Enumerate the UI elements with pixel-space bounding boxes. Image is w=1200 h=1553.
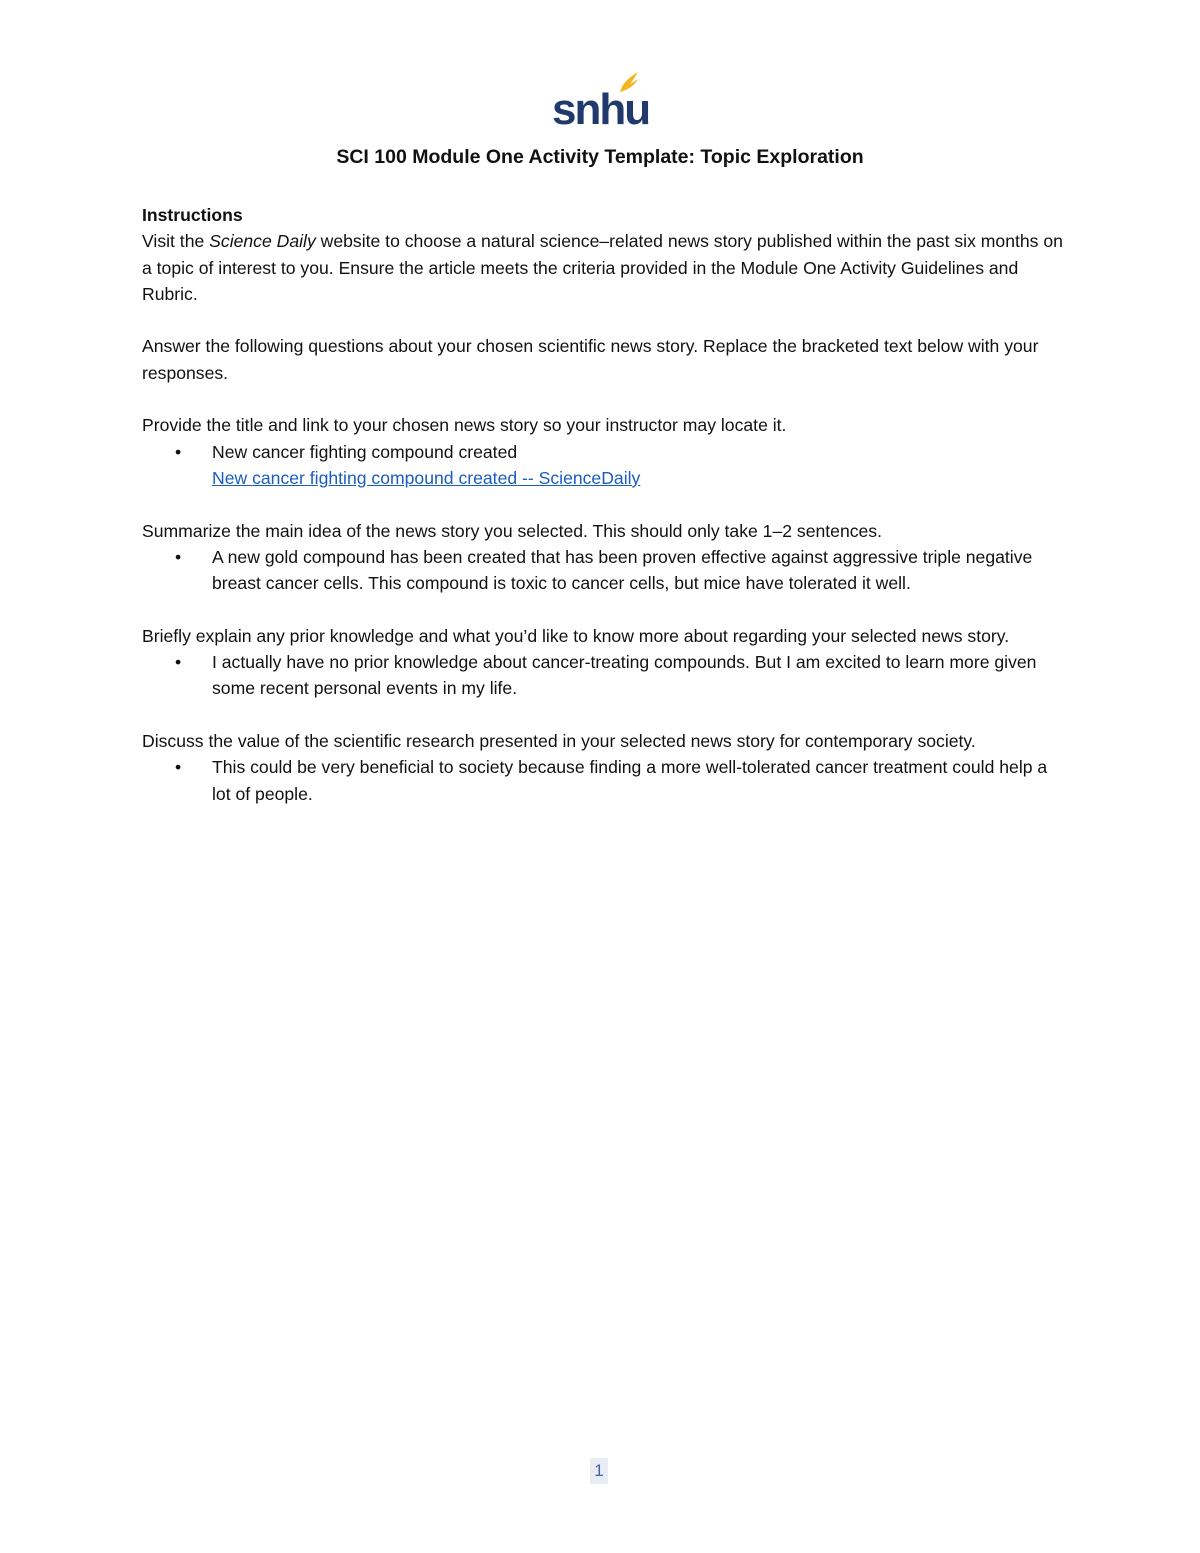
- question-prompt-3: Briefly explain any prior knowledge and what you’d like to know more about regarding your selected news story.: [142, 625, 1010, 646]
- answer-text-2: A new gold compound has been created that has been proven effective against aggressive triple negative breast cancer cells. This compound is toxic to cancer cells, but mice have tolerated it well.: [212, 546, 1033, 594]
- news-story-link[interactable]: New cancer fighting compound created -- ScienceDaily: [212, 467, 641, 488]
- bullet-icon: •: [175, 441, 182, 462]
- answer-item-1: [175, 439, 1067, 492]
- question-prompt-1: Provide the title and link to your chosen news story so your instructor may locate it.: [142, 415, 787, 436]
- bullet-icon: •: [175, 546, 182, 567]
- answer-instructions-paragraph: Answer the following questions about your chosen scientific news story. Replace the bracketed text below with your responses.: [142, 336, 1039, 383]
- answer-text-3: I actually have no prior knowledge about cancer-treating compounds. But I am excited to learn more given some recent personal events in my life.: [212, 652, 1037, 699]
- bullet-icon: •: [175, 652, 182, 673]
- snhu-logo: [552, 70, 652, 132]
- instructions-heading: Instructions: [142, 205, 243, 225]
- answer-item-2: [175, 544, 1067, 597]
- logo-wordmark: snhu: [552, 85, 650, 134]
- answer-item-3: [175, 649, 1067, 702]
- question-prompt-4: Discuss the value of the scientific research presented in your selected news story for contemporary society.: [142, 730, 976, 751]
- answer-item-4: [175, 754, 1067, 807]
- answer-list-4: [142, 754, 1067, 807]
- science-daily-name: Science Daily: [209, 231, 316, 252]
- answer-text-1: New cancer fighting compound created: [212, 441, 518, 462]
- document-body: [142, 202, 1067, 807]
- document-title: SCI 100 Module One Activity Template: Topic Exploration: [336, 146, 864, 168]
- answer-list-3: [142, 649, 1067, 702]
- instructions-text-start: Visit the: [142, 231, 210, 252]
- instructions-paragraph: [142, 228, 1067, 307]
- answer-text-4: This could be very beneficial to society because finding a more well-tolerated cancer treatment could help a lot of people.: [212, 757, 1048, 804]
- page-number: 1: [590, 1458, 608, 1484]
- answer-list-2: [142, 544, 1067, 597]
- bullet-icon: •: [175, 757, 182, 778]
- question-prompt-2: Summarize the main idea of the news story you selected. This should only take 1–2 sentences.: [142, 520, 882, 541]
- instructions-text-end: website to choose a natural science–related news story published within the past six months on a topic of interest to you. Ensure the article meets the criteria provided in the Module One Activity Guidelines and Rubric.: [142, 231, 1063, 304]
- answer-list-1: [142, 439, 1067, 492]
